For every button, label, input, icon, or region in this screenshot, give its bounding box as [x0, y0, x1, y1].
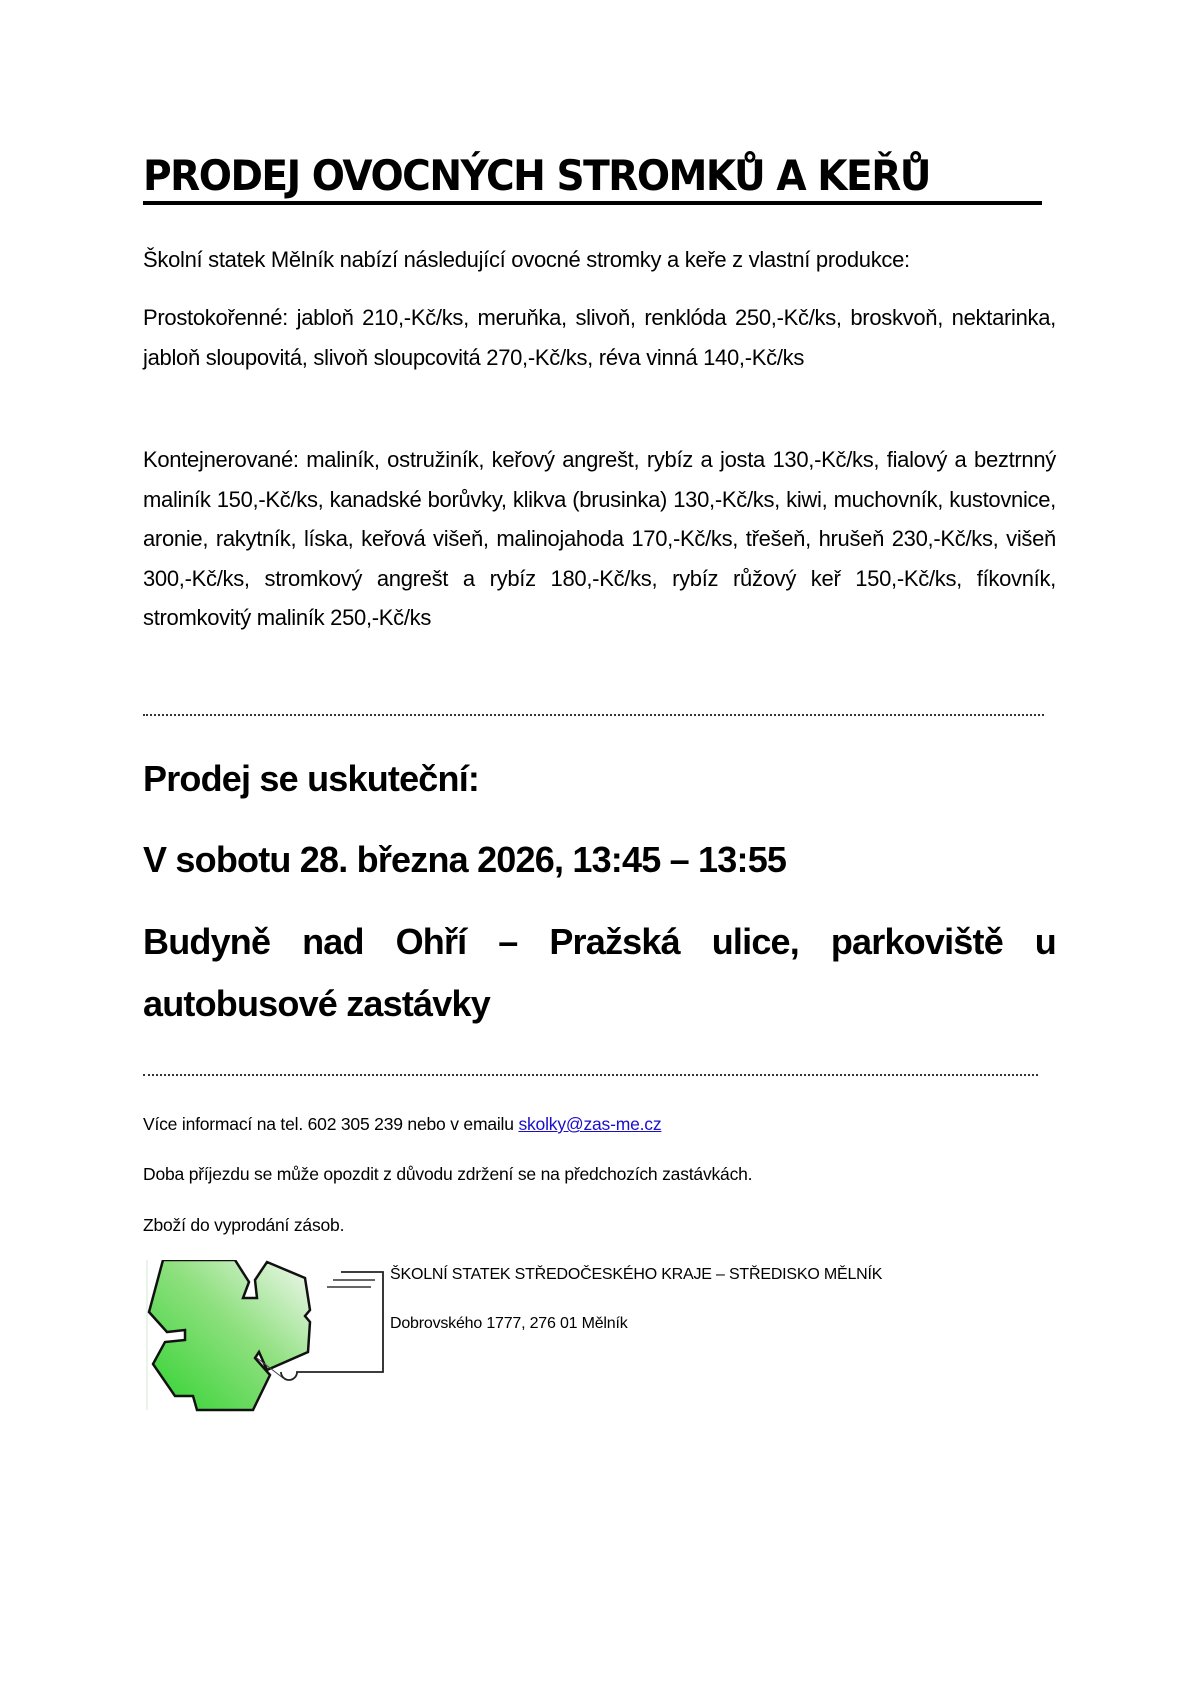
sale-location: Budyně nad Ohří – Pražská ulice, parkoviště u autobusové zastávky	[143, 921, 1056, 1024]
container-prices: Kontejnerované: maliník, ostružiník, keřový angrešt, rybíz a josta 130,-Kč/ks, fialový a beztrnný maliník 150,-Kč/ks, kanadské borůvky, klikva (brusinka) 130,-Kč/ks, kiwi, muchovník, kustovnice, aronie, rakytník, líska, keřová višeň, malinojahoda 170,-Kč/ks, třešeň, hrušeň 230,-Kč/ks, višeň 300,-Kč/ks, stromkový angrešt a rybíz 180,-Kč/ks, rybíz růžový keř 150,-Kč/ks, fíkovník, stromkovitý maliník 250,-Kč/ks	[143, 447, 1056, 630]
sale-heading: Prodej se uskuteční:	[143, 758, 480, 799]
dotted-divider	[143, 1074, 1038, 1076]
stock-note: Zboží do vyprodání zásob.	[143, 1215, 345, 1235]
org-name: ŠKOLNÍ STATEK STŘEDOČESKÉHO KRAJE – STŘEDISKO MĚLNÍK	[390, 1266, 883, 1283]
dotted-divider	[143, 714, 1044, 716]
sale-date: V sobotu 28. března 2026, 13:45 – 13:55	[143, 839, 787, 880]
bare-root-prices: Prostokořenné: jabloň 210,-Kč/ks, meruňka, slivoň, renklóda 250,-Kč/ks, broskvoň, nektarinka, jabloň sloupovitá, slivoň sloupcovitá 270,-Kč/ks, réva vinná 140,-Kč/ks	[143, 305, 1056, 370]
green-leaf-logo-icon	[145, 1260, 385, 1420]
intro-text: Školní statek Mělník nabízí následující ovocné stromky a keře z vlastní produkce:	[143, 247, 910, 272]
email-link[interactable]: skolky@zas-me.cz	[518, 1114, 662, 1134]
delay-note: Doba příjezdu se může opozdit z důvodu zdržení se na předchozích zastávkách.	[143, 1164, 753, 1184]
title-underline	[143, 201, 1042, 205]
org-address: Dobrovského 1777, 276 01 Mělník	[390, 1315, 628, 1332]
page-title: PRODEJ OVOCNÝCH STROMKŮ A KEŘŮ	[143, 151, 931, 200]
contact-info	[143, 1112, 661, 1136]
contact-text: Více informací na tel. 602 305 239 nebo v emailu	[143, 1114, 519, 1134]
